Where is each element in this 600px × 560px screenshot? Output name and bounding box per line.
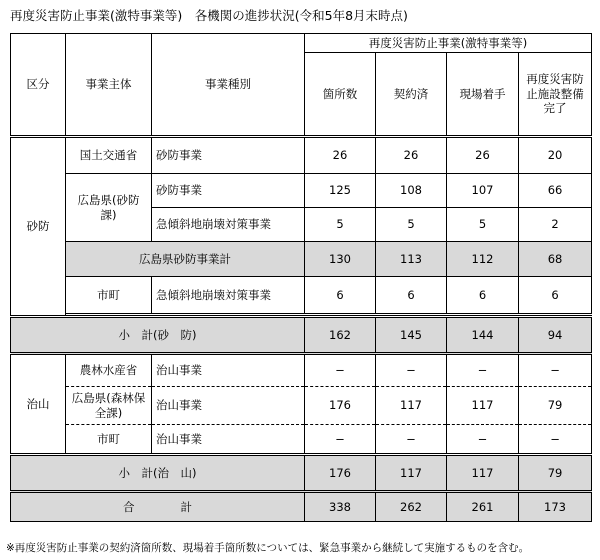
header-shubetsu: 事業種別 xyxy=(152,34,305,137)
cell-r5-count: 6 xyxy=(305,277,376,314)
shutai-shicho: 市町 xyxy=(66,277,152,314)
cell-r4-contracted: 113 xyxy=(376,242,447,277)
cell-r5-completed: 6 xyxy=(519,277,592,314)
cell-r11-contracted: 262 xyxy=(376,492,447,522)
shutai-hiroshima-sabo: 広島県(砂防課) xyxy=(66,174,152,242)
cell-r5-contracted: 6 xyxy=(376,277,447,314)
cell-r7-count: − xyxy=(305,354,376,387)
section-chisan: 治山 xyxy=(11,354,66,455)
cell-r6-count: 162 xyxy=(305,317,376,354)
cell-r4-started: 112 xyxy=(447,242,519,277)
subtotal-sabo: 小 計(砂 防) xyxy=(11,317,305,354)
cell-r1-started: 26 xyxy=(447,137,519,174)
progress-table xyxy=(10,33,592,522)
cell-r8-completed: 79 xyxy=(519,387,592,425)
shubetsu-kyukeisha: 急傾斜地崩壊対策事業 xyxy=(152,208,305,242)
cell-r11-started: 261 xyxy=(447,492,519,522)
cell-r1-completed: 20 xyxy=(519,137,592,174)
footnote: ※再度災害防止事業の契約済箇所数、現場着手箇所数については、緊急事業から継続して実施するものを含む。 xyxy=(6,542,530,554)
cell-r11-completed: 173 xyxy=(519,492,592,522)
cell-r3-started: 5 xyxy=(447,208,519,242)
cell-r6-started: 144 xyxy=(447,317,519,354)
header-col-count: 箇所数 xyxy=(305,53,376,137)
subtotal-hiroshima-sabo: 広島県砂防事業計 xyxy=(66,242,305,277)
shutai-mlit: 国土交通省 xyxy=(66,137,152,174)
cell-r10-started: 117 xyxy=(447,455,519,492)
cell-r8-started: 117 xyxy=(447,387,519,425)
cell-r7-completed: − xyxy=(519,354,592,387)
shubetsu-chisan: 治山事業 xyxy=(152,425,305,455)
cell-r2-completed: 66 xyxy=(519,174,592,208)
cell-r3-completed: 2 xyxy=(519,208,592,242)
shutai-shicho: 市町 xyxy=(66,425,152,455)
header-col-completed: 再度災害防止施設整備完了 xyxy=(519,53,592,137)
header-col-started: 現場着手 xyxy=(447,53,519,137)
cell-r2-started: 107 xyxy=(447,174,519,208)
header-shutai: 事業主体 xyxy=(66,34,152,137)
cell-r1-contracted: 26 xyxy=(376,137,447,174)
header-group: 再度災害防止事業(激特事業等) xyxy=(305,34,592,53)
shutai-hiroshima-shinrin: 広島県(森林保全課) xyxy=(66,387,152,425)
cell-r5-started: 6 xyxy=(447,277,519,314)
cell-r8-count: 176 xyxy=(305,387,376,425)
cell-r10-completed: 79 xyxy=(519,455,592,492)
shubetsu-sabo: 砂防事業 xyxy=(152,137,305,174)
cell-r11-count: 338 xyxy=(305,492,376,522)
cell-r3-contracted: 5 xyxy=(376,208,447,242)
cell-r9-completed: − xyxy=(519,425,592,455)
cell-r9-count: − xyxy=(305,425,376,455)
shutai-maff: 農林水産省 xyxy=(66,354,152,387)
cell-r1-count: 26 xyxy=(305,137,376,174)
cell-r6-contracted: 145 xyxy=(376,317,447,354)
section-sabo: 砂防 xyxy=(11,137,66,317)
cell-r7-contracted: − xyxy=(376,354,447,387)
grand-total: 合 計 xyxy=(11,492,305,522)
page-title: 再度災害防止事業(激特事業等) 各機関の進捗状況(令和5年8月末時点) xyxy=(10,8,408,23)
cell-r10-contracted: 117 xyxy=(376,455,447,492)
subtotal-chisan: 小 計(治 山) xyxy=(11,455,305,492)
shubetsu-chisan: 治山事業 xyxy=(152,387,305,425)
cell-r6-completed: 94 xyxy=(519,317,592,354)
cell-r2-count: 125 xyxy=(305,174,376,208)
cell-r10-count: 176 xyxy=(305,455,376,492)
cell-r9-contracted: − xyxy=(376,425,447,455)
cell-r4-completed: 68 xyxy=(519,242,592,277)
cell-r3-count: 5 xyxy=(305,208,376,242)
header-col-contracted: 契約済 xyxy=(376,53,447,137)
cell-r2-contracted: 108 xyxy=(376,174,447,208)
cell-r9-started: − xyxy=(447,425,519,455)
header-kubun: 区分 xyxy=(11,34,66,137)
shubetsu-chisan: 治山事業 xyxy=(152,354,305,387)
shubetsu-sabo: 砂防事業 xyxy=(152,174,305,208)
cell-r8-contracted: 117 xyxy=(376,387,447,425)
cell-r7-started: − xyxy=(447,354,519,387)
shubetsu-kyukeisha: 急傾斜地崩壊対策事業 xyxy=(152,277,305,314)
cell-r4-count: 130 xyxy=(305,242,376,277)
